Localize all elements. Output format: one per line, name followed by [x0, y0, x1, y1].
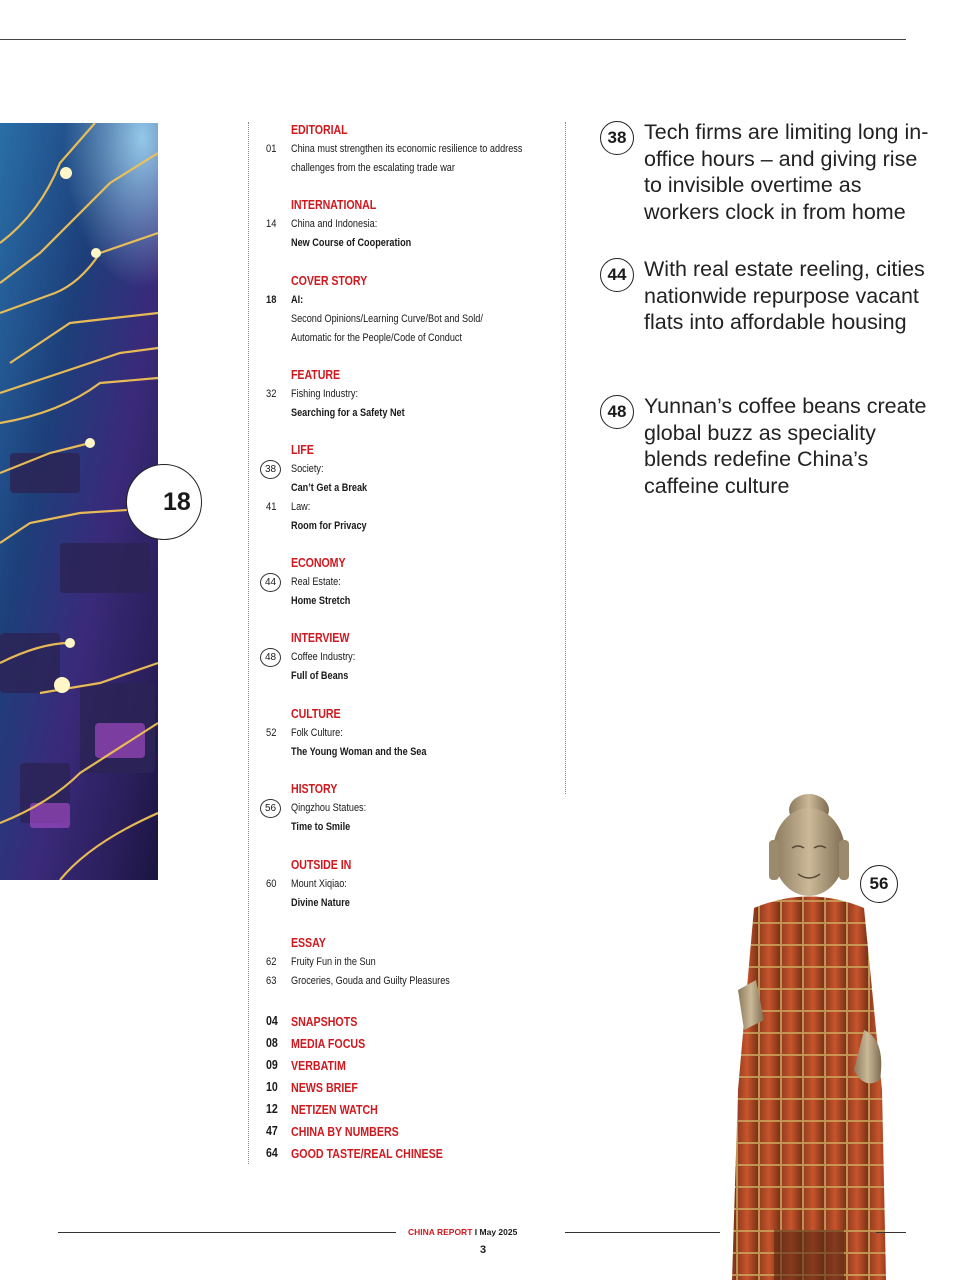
issue-date: May 2025 [479, 1227, 518, 1237]
top-rule [0, 39, 906, 40]
entry-line: Automatic for the People/Code of Conduct [291, 332, 463, 344]
section-title: ESSAY [291, 935, 326, 950]
toc-entry[interactable] [258, 463, 558, 479]
toc-entry-continued [258, 670, 558, 686]
footer-rule-left [58, 1232, 396, 1233]
entry-line: challenges from the escalating trade war [291, 162, 455, 174]
entry-headline: Searching for a Safety Net [291, 407, 405, 419]
highlight-page-badge: 48 [600, 395, 634, 429]
toc-entry-continued [258, 313, 558, 329]
toc-right-dotted-rule [565, 122, 566, 794]
department-title: SNAPSHOTS [291, 1014, 358, 1029]
entry-line: Mount Xiqiao: [291, 878, 347, 890]
page-number: 01 [266, 143, 277, 155]
page-number: 52 [266, 727, 277, 739]
entry-line: Groceries, Gouda and Guilty Pleasures [291, 975, 450, 987]
toc-entry[interactable] [258, 956, 558, 972]
entry-line: Real Estate: [291, 576, 341, 588]
page-number-footer: 3 [479, 1244, 487, 1256]
entry-headline: The Young Woman and the Sea [291, 746, 427, 758]
highlight-text: Yunnan’s coffee beans create global buzz as speciality blends redefine China’s caffeine culture [644, 394, 927, 498]
department-title: MEDIA FOCUS [291, 1036, 366, 1051]
department-entry[interactable] [258, 1014, 558, 1032]
toc-entry[interactable] [258, 802, 558, 818]
page-number: 18 [266, 294, 277, 306]
department-title: CHINA BY NUMBERS [291, 1124, 399, 1139]
page-number: 63 [266, 975, 277, 987]
section-title: INTERVIEW [291, 630, 350, 645]
section-title: FEATURE [291, 367, 340, 382]
entry-headline: Time to Smile [291, 821, 351, 833]
toc-entry-continued [258, 407, 558, 423]
page-number: 14 [266, 218, 277, 230]
department-entry[interactable] [258, 1058, 558, 1076]
toc-entry[interactable] [258, 727, 558, 743]
toc-entry-continued [258, 746, 558, 762]
entry-line: Law: [291, 501, 311, 513]
department-title: GOOD TASTE/REAL CHINESE [291, 1146, 443, 1161]
toc-entry[interactable] [258, 218, 558, 234]
entry-headline: Divine Nature [291, 897, 350, 909]
buddha-statue-illustration [714, 790, 904, 1280]
page-number: 47 [266, 1124, 278, 1138]
entry-headline: Home Stretch [291, 595, 351, 607]
toc-entry[interactable] [258, 143, 558, 159]
page-number-circled: 38 [260, 460, 281, 479]
department-entry[interactable] [258, 1036, 558, 1054]
section-title: COVER STORY [291, 273, 368, 288]
toc-entry[interactable] [258, 651, 558, 667]
entry-headline: AI: [291, 294, 304, 306]
highlight-page-badge: 44 [600, 258, 634, 292]
entry-headline: New Course of Cooperation [291, 237, 412, 249]
buddha-statue-photo [714, 790, 904, 1280]
entry-line: China and Indonesia: [291, 218, 378, 230]
department-entry[interactable] [258, 1102, 558, 1120]
toc-entry-continued [258, 237, 558, 253]
section-title: LIFE [291, 442, 314, 457]
history-page-badge: 56 [860, 865, 898, 903]
toc-entry-continued [258, 595, 558, 611]
footer-credit [408, 1227, 558, 1237]
department-entry[interactable] [258, 1146, 558, 1164]
entry-line: Fishing Industry: [291, 388, 358, 400]
toc-entry[interactable] [258, 975, 558, 991]
page-number: 62 [266, 956, 277, 968]
toc-entry-continued [258, 821, 558, 837]
page-number: 10 [266, 1080, 278, 1094]
page-number-circled: 48 [260, 648, 281, 667]
footer-rule-middle [565, 1232, 720, 1233]
section-title: OUTSIDE IN [291, 857, 352, 872]
highlight-text: With real estate reeling, cities nationwide repurpose vacant flats into affordable housing [644, 257, 925, 334]
page-number: 32 [266, 388, 277, 400]
department-title: VERBATIM [291, 1058, 346, 1073]
entry-line: Fruity Fun in the Sun [291, 956, 376, 968]
section-title: CULTURE [291, 706, 341, 721]
entry-line: Qingzhou Statues: [291, 802, 367, 814]
entry-line: Second Opinions/Learning Curve/Bot and Sold/ [291, 313, 483, 325]
toc-entry[interactable] [258, 501, 558, 517]
toc-entry[interactable] [258, 878, 558, 894]
toc-entry[interactable] [258, 576, 558, 592]
page-number: 12 [266, 1102, 278, 1116]
entry-line: Society: [291, 463, 324, 475]
page-number: 08 [266, 1036, 278, 1050]
section-title: INTERNATIONAL [291, 197, 377, 212]
department-entry[interactable] [258, 1080, 558, 1098]
page-number: 09 [266, 1058, 278, 1072]
toc-entry-continued [258, 520, 558, 536]
toc-entry-continued [258, 897, 558, 913]
footer-rule-right [876, 1232, 906, 1233]
toc-entry-continued [258, 332, 558, 348]
page-number-circled: 44 [260, 573, 281, 592]
entry-headline: Full of Beans [291, 670, 349, 682]
toc-entry[interactable] [258, 294, 558, 310]
department-title: NETIZEN WATCH [291, 1102, 378, 1117]
page-number: 04 [266, 1014, 278, 1028]
cover-story-page-badge: 18 [126, 464, 202, 540]
highlight-page-badge: 38 [600, 121, 634, 155]
highlight-text: Tech firms are limiting long in-office hours – and giving rise to invisible overtime as workers clock in from home [644, 120, 929, 224]
toc-left-dotted-rule [248, 122, 249, 1164]
department-title: NEWS BRIEF [291, 1080, 358, 1095]
entry-line: China must strengthen its economic resilience to address [291, 143, 523, 155]
department-entry[interactable] [258, 1124, 558, 1142]
toc-entry-continued [258, 162, 558, 178]
page-number-circled: 56 [260, 799, 281, 818]
toc-entry[interactable] [258, 388, 558, 404]
page-number: 64 [266, 1146, 278, 1160]
section-title: EDITORIAL [291, 122, 348, 137]
entry-line: Coffee Industry: [291, 651, 356, 663]
footer-separator: I [474, 1227, 478, 1237]
entry-line: Folk Culture: [291, 727, 343, 739]
page-number: 41 [266, 501, 277, 513]
magazine-name: CHINA REPORT [408, 1227, 473, 1237]
entry-headline: Room for Privacy [291, 520, 367, 532]
section-title: ECONOMY [291, 555, 346, 570]
toc-entry-continued [258, 482, 558, 498]
page-number: 60 [266, 878, 277, 890]
entry-headline: Can’t Get a Break [291, 482, 368, 494]
section-title: HISTORY [291, 781, 338, 796]
